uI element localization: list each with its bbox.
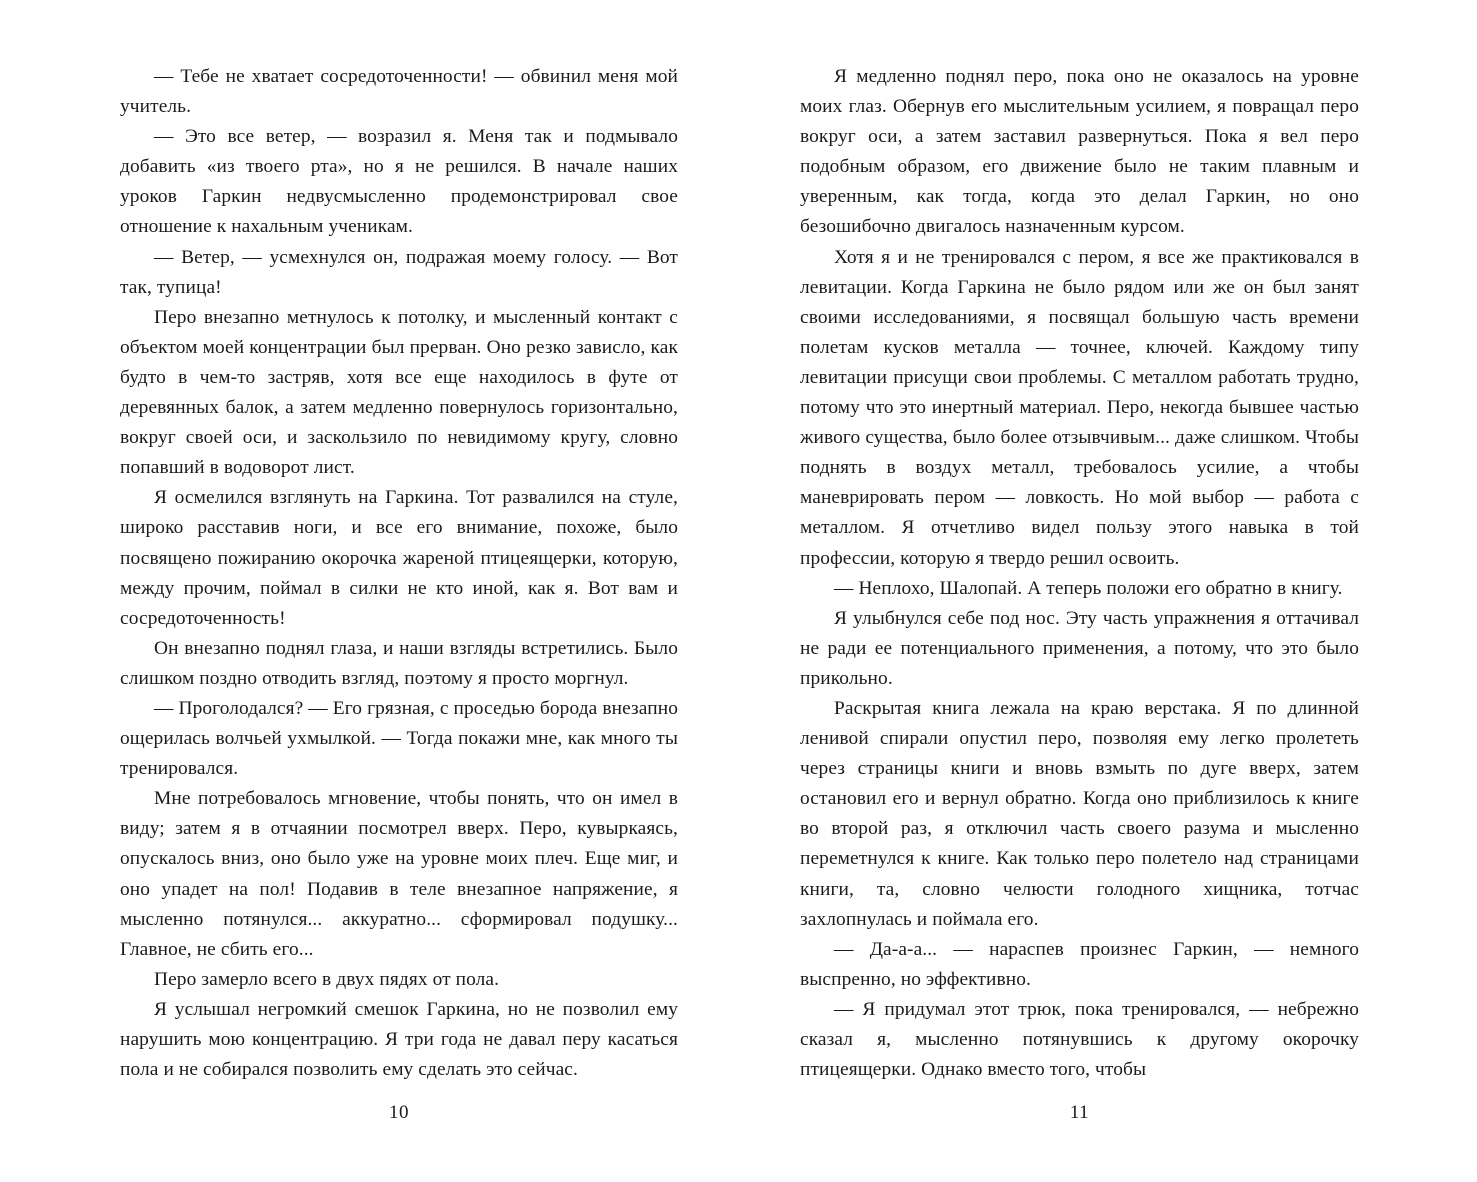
paragraph: — Тебе не хватает сосредоточенности! — обвинил меня мой учитель. [120, 66, 678, 118]
page-right [738, 0, 1477, 1182]
paragraph: Я осмелился взглянуть на Гаркина. Тот развалился на стуле, широко расставив ноги, и все его внимание, похоже, было посвящено пожиранию окорочка жареной птицеящерки, которую, между прочим, поймал в силки не кто иной, как я. Вот вам и сосредоточенность! [120, 487, 678, 629]
paragraph: — Проголодался? — Его грязная, с проседью борода внезапно ощерилась волчьей ухмылкой. — Тогда покажи мне, как много ты тренировался. [120, 697, 678, 780]
body-text-left [120, 62, 678, 1085]
paragraph: Хотя я и не тренировался с пером, я все же практиковался в левитации. Когда Гаркина не было рядом или же он был занят своими исследованиями, я посвящал большую часть времени полетам кусков металла — точнее, ключей. Каждому типу левитации присущи свои проблемы. С металлом работать трудно, потому что это инертный материал. Перо, некогда бывшее частью живого существа, было более отзывчивым... даже слишком. Чтобы поднять в воздух металл, требовалось усилие, а чтобы маневрировать пером — ловкость. Но мой выбор — работа с металлом. Я отчетливо видел пользу этого навыка в той профессии, которую я твердо решил освоить. [800, 246, 1359, 569]
paragraph: — Это все ветер, — возразил я. Меня так и подмывало добавить «из твоего рта», но я не решился. В начале наших уроков Гаркин недвусмысленно продемонстрировал свое отношение к нахальным ученикам. [120, 126, 678, 238]
paragraph: Я медленно поднял перо, пока оно не оказалось на уровне моих глаз. Обернув его мыслительным усилием, я повращал перо вокруг оси, а затем заставил развернуться. Пока я вел перо подобным образом, его движение было не таким плавным и уверенным, как тогда, когда это делал Гаркин, но оно безошибочно двигалось назначенным курсом. [800, 66, 1359, 238]
paragraph: Перо замерло всего в двух пядях от пола. [154, 968, 500, 990]
paragraph: Мне потребовалось мгновение, чтобы понять, что он имел в виду; затем я в отчаянии посмотрел вверх. Перо, кувыркаясь, опускалось вниз, оно было уже на уровне моих плеч. Еще миг, и оно упадет на пол! Подавив в теле внезапное напряжение, я мысленно потянулся... аккуратно... сформировал подушку... Главное, не сбить его... [120, 788, 678, 960]
paragraph: Я услышал негромкий смешок Гаркина, но не позволил ему нарушить мою концентрацию. Я три года не давал перу касаться пола и не собирался позволить ему сделать это сейчас. [120, 998, 678, 1081]
page-number-right: 11 [1069, 1102, 1090, 1123]
paragraph: — Я придумал этот трюк, пока тренировался, — небрежно сказал я, мысленно потянувшись к другому окорочку птицеящерки. Однако вместо того, чтобы [800, 998, 1359, 1081]
paragraph: — Ветер, — усмехнулся он, подражая моему голосу. — Вот так, тупица! [120, 246, 678, 298]
body-text-right [800, 62, 1359, 1085]
page-number-left: 10 [389, 1102, 409, 1123]
paragraph: Я улыбнулся себе под нос. Эту часть упражнения я оттачивал не ради ее потенциального применения, а потому, что это было прикольно. [800, 607, 1359, 689]
page-left [0, 0, 738, 1182]
paragraph: — Неплохо, Шалопай. А теперь положи его обратно в книгу. [834, 577, 1343, 599]
paragraph: Он внезапно поднял глаза, и наши взгляды встретились. Было слишком поздно отводить взгляд, поэтому я просто моргнул. [120, 637, 678, 689]
paragraph: Раскрытая книга лежала на краю верстака. Я по длинной ленивой спирали опустил перо, позволяя ему легко пролететь через страницы книги и вновь взмыть по дуге вверх, затем остановил его и вернул обратно. Когда оно приблизилось к книге во второй раз, я отключил часть своего разума и мысленно переметнулся к книге. Как только перо полетело над страницами книги, та, словно челюсти голодного хищника, тотчас захлопнулась и поймала его. [800, 697, 1359, 930]
paragraph: — Да-а-а... — нараспев произнес Гаркин, — немного выспренно, но эффективно. [800, 938, 1359, 990]
paragraph: Перо внезапно метнулось к потолку, и мысленный контакт с объектом моей концентрации был прерван. Оно резко зависло, как будто в чем-то застряв, хотя все еще находилось в футе от деревянных балок, а затем медленно повернулось горизонтально, вокруг своей оси, и заскользило по невидимому кругу, словно попавший в водоворот лист. [120, 306, 678, 479]
